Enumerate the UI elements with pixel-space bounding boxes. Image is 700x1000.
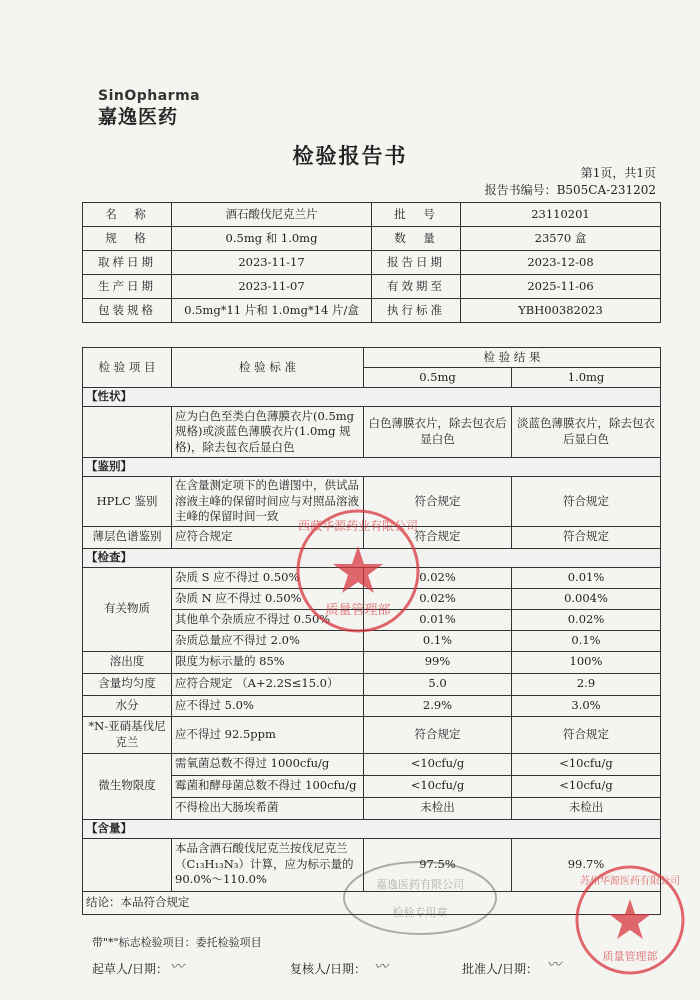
approver-signature: 〰: [547, 957, 561, 973]
nitroso-result-b: 符合规定: [512, 716, 661, 753]
water-name: 水分: [83, 695, 172, 716]
stamp-text: 嘉逸医药有限公司: [376, 878, 464, 891]
info-value: 23570 盒: [461, 227, 661, 251]
water-result-a: 2.9%: [364, 695, 512, 716]
info-value: YBH00382023: [461, 299, 661, 323]
hplc-result-b: 符合规定: [512, 477, 661, 527]
dissolution-name: 溶出度: [83, 651, 172, 673]
product-info-table: [82, 202, 661, 323]
micro-result-b: <10cfu/g: [512, 753, 661, 775]
header-result: 检 验 结 果: [364, 348, 661, 368]
nitroso-result-a: 符合规定: [364, 716, 512, 753]
info-row: [83, 275, 661, 299]
section-properties: 【性状】: [83, 388, 661, 407]
info-label: 名 称: [83, 203, 172, 227]
tlc-result-a: 符合规定: [364, 526, 512, 548]
dissolution-result-a: 99%: [364, 651, 512, 673]
stamp-subtext: 质量管理部: [325, 603, 391, 618]
micro-name: 微生物限度: [83, 753, 172, 819]
info-value: 0.5mg*11 片和 1.0mg*14 片/盒: [172, 299, 372, 323]
related-standard: 其他单个杂质应不得过 0.50%: [172, 609, 364, 630]
related-result-b: 0.02%: [512, 609, 661, 630]
logo-english: SinOpharma: [98, 88, 201, 104]
stamp-text: 西藏华源药业有限公司: [297, 519, 419, 533]
related-result-b: 0.1%: [512, 630, 661, 651]
micro-result-b: 未检出: [512, 797, 661, 819]
related-name: 有关物质: [83, 567, 172, 651]
item-name: [83, 838, 172, 891]
hplc-result-a: 符合规定: [364, 477, 512, 527]
micro-result-a: 未检出: [364, 797, 512, 819]
header-item: 检 验 项 目: [83, 348, 172, 388]
info-value: 酒石酸伐尼克兰片: [172, 203, 372, 227]
item-name: [83, 407, 172, 458]
footnote: 带"*"标志检验项目：委托检验项目: [92, 936, 262, 949]
micro-standard: 需氧菌总数不得过 1000cfu/g: [172, 753, 364, 775]
related-result-a: 0.1%: [364, 630, 512, 651]
table-header-row: [83, 348, 661, 368]
info-row: [83, 203, 661, 227]
stamp-star-icon: [333, 546, 383, 593]
info-row: [83, 251, 661, 275]
section-row: [83, 458, 661, 477]
water-result-b: 3.0%: [512, 695, 661, 716]
uniformity-name: 含量均匀度: [83, 673, 172, 695]
header-spec-a: 0.5mg: [364, 368, 512, 388]
hplc-name: HPLC 鉴别: [83, 477, 172, 527]
related-standard: 杂质 N 应不得过 0.50%: [172, 588, 364, 609]
table-row: [83, 695, 661, 716]
assay-result-b: 99.7%: [512, 838, 661, 891]
tlc-name: 薄层色谱鉴别: [83, 526, 172, 548]
logo-chinese: 嘉逸医药: [98, 106, 179, 128]
info-label: 执行标准: [372, 299, 461, 323]
section-row: [83, 388, 661, 407]
tlc-result-b: 符合规定: [512, 526, 661, 548]
related-standard: 杂质总量应不得过 2.0%: [172, 630, 364, 651]
drafter-signature: 〰: [170, 959, 184, 975]
properties-result-a: 白色薄膜衣片，除去包衣后显白色: [364, 407, 512, 458]
stamp-text: 苏州华源医药有限公司: [580, 876, 680, 887]
properties-standard: 应为白色至类白色薄膜衣片(0.5mg规格)或淡蓝色薄膜衣片(1.0mg 规格)，除去包衣后显白色: [172, 407, 364, 458]
dissolution-result-b: 100%: [512, 651, 661, 673]
approver-label: 批准人/日期：: [462, 962, 539, 976]
inspection-stamp: [340, 858, 500, 938]
tlc-standard: 应符合规定: [172, 526, 364, 548]
reviewer-signature: 〰: [374, 959, 388, 975]
uniformity-result-b: 2.9: [512, 673, 661, 695]
info-row: [83, 227, 661, 251]
info-label: 批 号: [372, 203, 461, 227]
info-label: 包装规格: [83, 299, 172, 323]
company-logo: [98, 88, 200, 129]
uniformity-standard: 应符合规定 （A+2.2S≤15.0）: [172, 673, 364, 695]
quality-stamp-2: [572, 862, 688, 978]
section-assay: 【含量】: [83, 819, 661, 838]
stamp-ring: [344, 862, 496, 934]
info-value: 2023-11-07: [172, 275, 372, 299]
micro-standard: 霉菌和酵母菌总数不得过 100cfu/g: [172, 775, 364, 797]
micro-result-a: <10cfu/g: [364, 753, 512, 775]
info-label: 取样日期: [83, 251, 172, 275]
quality-stamp-1: [293, 506, 423, 636]
uniformity-result-a: 5.0: [364, 673, 512, 695]
micro-result-a: <10cfu/g: [364, 775, 512, 797]
reviewer-label: 复核人/日期：: [290, 962, 367, 976]
header-standard: 检 验 标 准: [172, 348, 364, 388]
stamp-subtext: 质量管理部: [602, 950, 658, 963]
related-result-a: 0.02%: [364, 567, 512, 588]
report-number: 报告书编号：B505CA-231202: [484, 183, 656, 197]
nitroso-standard: 应不得过 92.5ppm: [172, 716, 364, 753]
info-value: 23110201: [461, 203, 661, 227]
micro-result-b: <10cfu/g: [512, 775, 661, 797]
assay-result-a: 97.5%: [364, 838, 512, 891]
table-row: [83, 753, 661, 775]
related-result-b: 0.004%: [512, 588, 661, 609]
assay-standard: 本品含酒石酸伐尼克兰按伐尼克兰（C₁₃H₁₃N₃）计算，应为标示量的 90.0%～110.0%: [172, 838, 364, 891]
info-label: 数 量: [372, 227, 461, 251]
info-value: 2025-11-06: [461, 275, 661, 299]
table-row: [83, 407, 661, 458]
micro-standard: 不得检出大肠埃希菌: [172, 797, 364, 819]
drafter-label: 起草人/日期：: [92, 962, 169, 976]
table-row: [83, 651, 661, 673]
info-value: 2023-11-17: [172, 251, 372, 275]
hplc-standard: 在含量测定项下的色谱图中，供试品溶液主峰的保留时间应与对照品溶液主峰的保留时间一致: [172, 477, 364, 527]
water-standard: 应不得过 5.0%: [172, 695, 364, 716]
table-row: [83, 673, 661, 695]
table-row: [83, 716, 661, 753]
info-row: [83, 299, 661, 323]
page-title: 检验报告书: [292, 143, 408, 168]
conclusion: 结论：本品符合规定: [83, 891, 661, 914]
stamp-subtext: 检验专用章: [392, 906, 448, 919]
stamp-star-icon: [609, 899, 651, 939]
section-row: [83, 819, 661, 838]
info-value: 2023-12-08: [461, 251, 661, 275]
related-result-b: 0.01%: [512, 567, 661, 588]
section-identification: 【鉴别】: [83, 458, 661, 477]
related-result-a: 0.01%: [364, 609, 512, 630]
header-spec-b: 1.0mg: [512, 368, 661, 388]
related-result-a: 0.02%: [364, 588, 512, 609]
info-label: 规 格: [83, 227, 172, 251]
related-standard: 杂质 S 应不得过 0.50%: [172, 567, 364, 588]
info-label: 有效期至: [372, 275, 461, 299]
info-label: 报告日期: [372, 251, 461, 275]
nitroso-name: *N-亚硝基伐尼克兰: [83, 716, 172, 753]
page-info: 第1页，共1页: [580, 166, 656, 180]
info-value: 0.5mg 和 1.0mg: [172, 227, 372, 251]
properties-result-b: 淡蓝色薄膜衣片，除去包衣后显白色: [512, 407, 661, 458]
info-label: 生产日期: [83, 275, 172, 299]
dissolution-standard: 限度为标示量的 85%: [172, 651, 364, 673]
section-inspection: 【检查】: [83, 548, 661, 567]
